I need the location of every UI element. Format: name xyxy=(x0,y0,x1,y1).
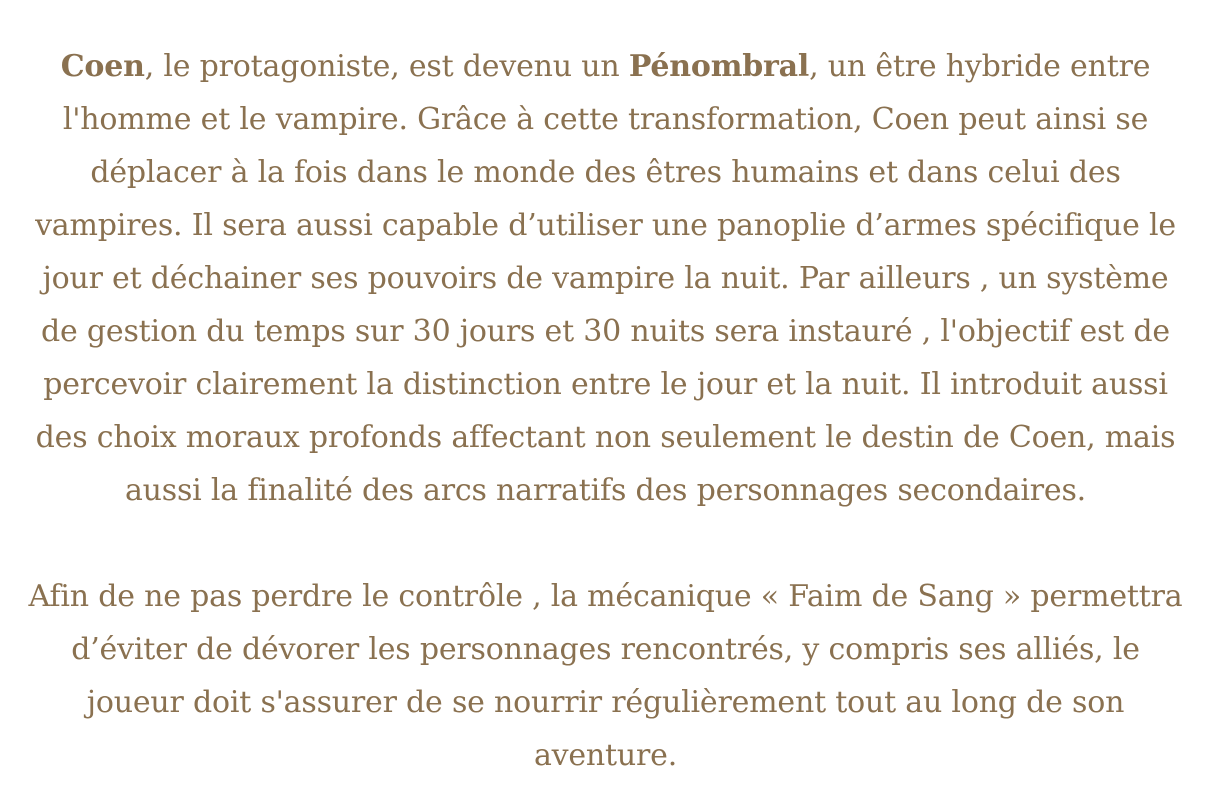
term-penombral: Pénombral xyxy=(628,49,810,84)
paragraph-faim-de-sang: Afin de ne pas perdre le contrôle , la mécanique « Faim de Sang » permettra d’éviter de dévorer les personnages rencontrés, y compris ses alliés, le joueur doit s'assurer de se nourrir régulièrement tout au long de son aventure. xyxy=(28,579,1183,773)
name-coen: Coen xyxy=(60,49,145,84)
intro-text-1: , le protagoniste, est devenu un xyxy=(144,49,629,84)
paragraph-coen-intro xyxy=(22,40,1189,517)
intro-text-2: , un être hybride entre l'homme et le vampire. Grâce à cette transformation, Coen peut ainsi se déplacer à la fois dans le monde des êtres humains et dans celui des vampires. Il sera aussi capable d’utiliser une panoplie d’armes spécifique le jour et déchainer ses pouvoirs de vampire la nuit. Par ailleurs , un système de gestion du temps sur 30 jours et 30 nuits sera instauré , l'objectif est de percevoir clairement la distinction entre le jour et la nuit. Il introduit aussi des choix moraux profonds affectant non seulement le destin de Coen, mais aussi la finalité des arcs narratifs des personnages secondaires. xyxy=(35,49,1176,508)
